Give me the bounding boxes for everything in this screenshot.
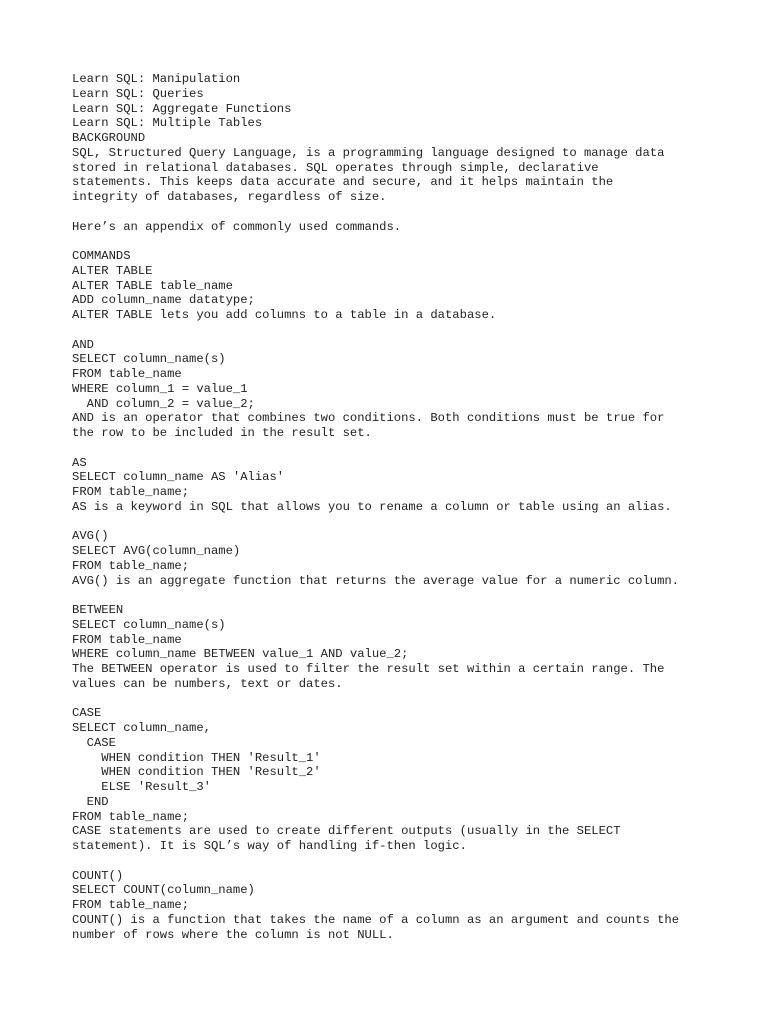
command-entry-as	[72, 456, 712, 530]
code-line: SELECT COUNT(column_name)	[72, 883, 255, 898]
background-heading: BACKGROUND	[72, 131, 146, 145]
code-line: FROM table_name;	[72, 485, 190, 499]
nav-link-aggregate-functions: Learn SQL: Aggregate Functions	[72, 101, 292, 116]
command-entry-alter-table	[72, 264, 712, 338]
code-line: END	[72, 794, 109, 809]
code-line: ELSE 'Result_3'	[72, 780, 211, 794]
command-description: AND is an operator that combines two conditions. Both conditions must be true for	[72, 411, 665, 426]
code-line: ADD column_name datatype;	[72, 293, 255, 308]
command-entry-and	[72, 338, 712, 456]
code-line: SELECT AVG(column_name)	[72, 544, 241, 558]
code-line: WHERE column_name BETWEEN value_1 AND value_2;	[72, 647, 409, 662]
command-name: AVG()	[72, 529, 109, 544]
code-line: CASE	[72, 735, 116, 750]
background-paragraph-line: integrity of databases, regardless of size.	[72, 190, 387, 204]
commands-section	[72, 249, 712, 942]
command-description: The BETWEEN operator is used to filter the result set within a certain range. The	[72, 662, 665, 676]
background-paragraph-line: statements. This keeps data accurate and secure, and it helps maintain the	[72, 175, 614, 190]
spacer	[72, 323, 712, 338]
code-line: WHERE column_1 = value_1	[72, 381, 248, 396]
code-line: WHEN condition THEN 'Result_2'	[72, 765, 321, 780]
code-line: FROM table_name;	[72, 898, 190, 912]
nav-link-multiple-tables: Learn SQL: Multiple Tables	[72, 116, 263, 131]
command-name: ALTER TABLE	[72, 263, 153, 278]
background-section	[72, 131, 712, 249]
background-paragraph-line: stored in relational databases. SQL operates through simple, declarative	[72, 160, 599, 175]
code-line: AND column_2 = value_2;	[72, 396, 255, 411]
spacer	[72, 441, 712, 456]
spacer	[72, 515, 712, 530]
command-description: ALTER TABLE lets you add columns to a table in a database.	[72, 308, 497, 322]
spacer	[72, 205, 712, 220]
command-name: BETWEEN	[72, 603, 124, 617]
command-description: AS is a keyword in SQL that allows you to rename a column or table using an alias.	[72, 499, 672, 514]
code-line: FROM table_name	[72, 632, 182, 647]
spacer	[72, 588, 712, 603]
command-description: COUNT() is a function that takes the name of a column as an argument and counts the	[72, 912, 680, 927]
nav-link-queries: Learn SQL: Queries	[72, 86, 204, 101]
nav-link-manipulation: Learn SQL: Manipulation	[72, 72, 241, 86]
code-line: FROM table_name;	[72, 809, 190, 824]
spacer	[72, 854, 712, 869]
code-line: FROM table_name;	[72, 558, 190, 573]
commands-heading: COMMANDS	[72, 249, 131, 263]
appendix-note: Here’s an appendix of commonly used commands.	[72, 219, 402, 234]
command-name: AND	[72, 337, 94, 352]
background-paragraph-line: SQL, Structured Query Language, is a programming language designed to manage data	[72, 145, 665, 160]
command-entry-count	[72, 869, 712, 943]
command-description: AVG() is an aggregate function that returns the average value for a numeric column.	[72, 573, 680, 588]
command-entry-avg	[72, 529, 712, 603]
command-description: statement). It is SQL’s way of handling if-then logic.	[72, 839, 467, 853]
command-description: number of rows where the column is not NULL.	[72, 927, 394, 942]
code-line: SELECT column_name(s)	[72, 352, 226, 367]
document-page	[72, 72, 712, 942]
spacer	[72, 234, 712, 249]
command-description: values can be numbers, text or dates.	[72, 676, 343, 691]
code-line: SELECT column_name AS 'Alias'	[72, 470, 285, 485]
command-name: AS	[72, 455, 87, 470]
command-entry-case	[72, 706, 712, 868]
command-description: the row to be included in the result set.	[72, 426, 372, 440]
code-line: FROM table_name	[72, 367, 182, 381]
command-name: COUNT()	[72, 868, 124, 883]
code-line: SELECT column_name,	[72, 721, 211, 735]
nav-links	[72, 72, 712, 131]
command-name: CASE	[72, 706, 102, 721]
command-description: CASE statements are used to create different outputs (usually in the SELECT	[72, 824, 621, 839]
command-entry-between	[72, 603, 712, 706]
code-line: SELECT column_name(s)	[72, 617, 226, 632]
code-line: ALTER TABLE table_name	[72, 278, 233, 293]
spacer	[72, 692, 712, 707]
code-line: WHEN condition THEN 'Result_1'	[72, 750, 321, 765]
